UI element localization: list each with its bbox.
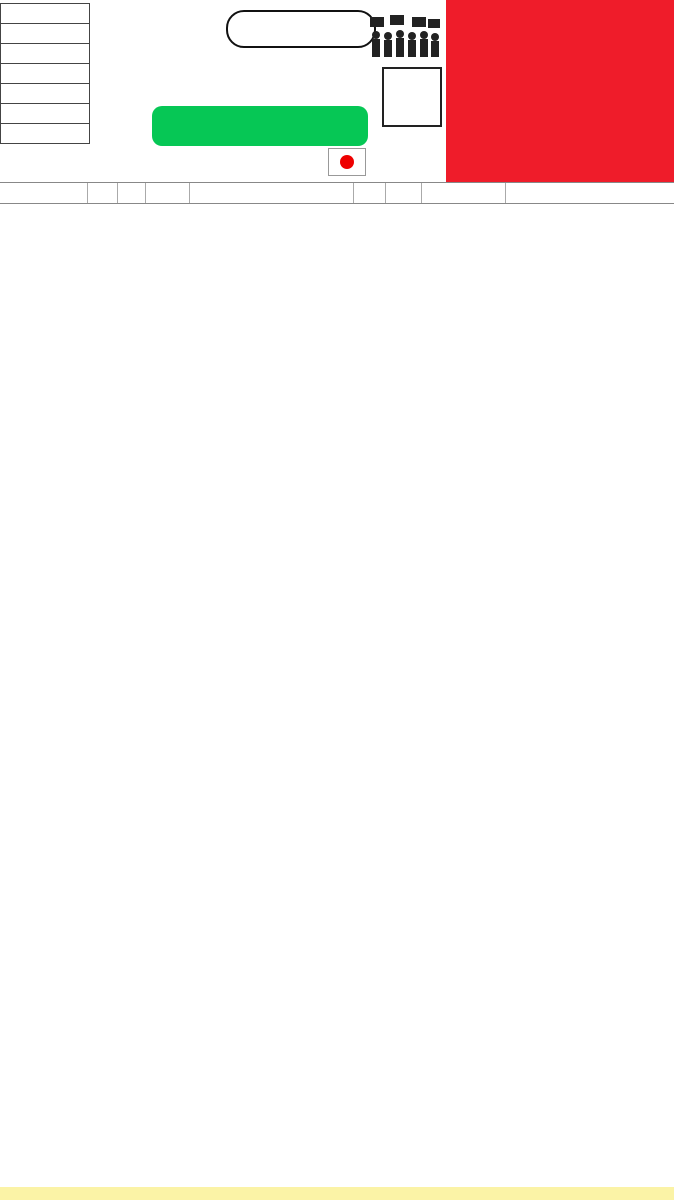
line-open-chat-label[interactable] [152,106,368,146]
category-ldp [1,44,90,64]
line-chat-banner[interactable] [148,10,372,180]
qr-code-icon[interactable] [382,67,442,127]
schedule-title-box [446,0,674,182]
category-recall [1,104,90,124]
category-other [1,124,90,144]
footer-notice [0,1187,674,1200]
page-header [0,0,674,182]
category-legend-title [1,4,90,24]
protest-crowd-icon [368,15,442,57]
banner-subtitle [226,10,376,48]
category-immigration [1,64,90,84]
category-farmers [1,84,90,104]
table-header [0,182,674,204]
category-finance [1,24,90,44]
category-legend [0,3,90,144]
japan-flag-icon [328,148,366,176]
